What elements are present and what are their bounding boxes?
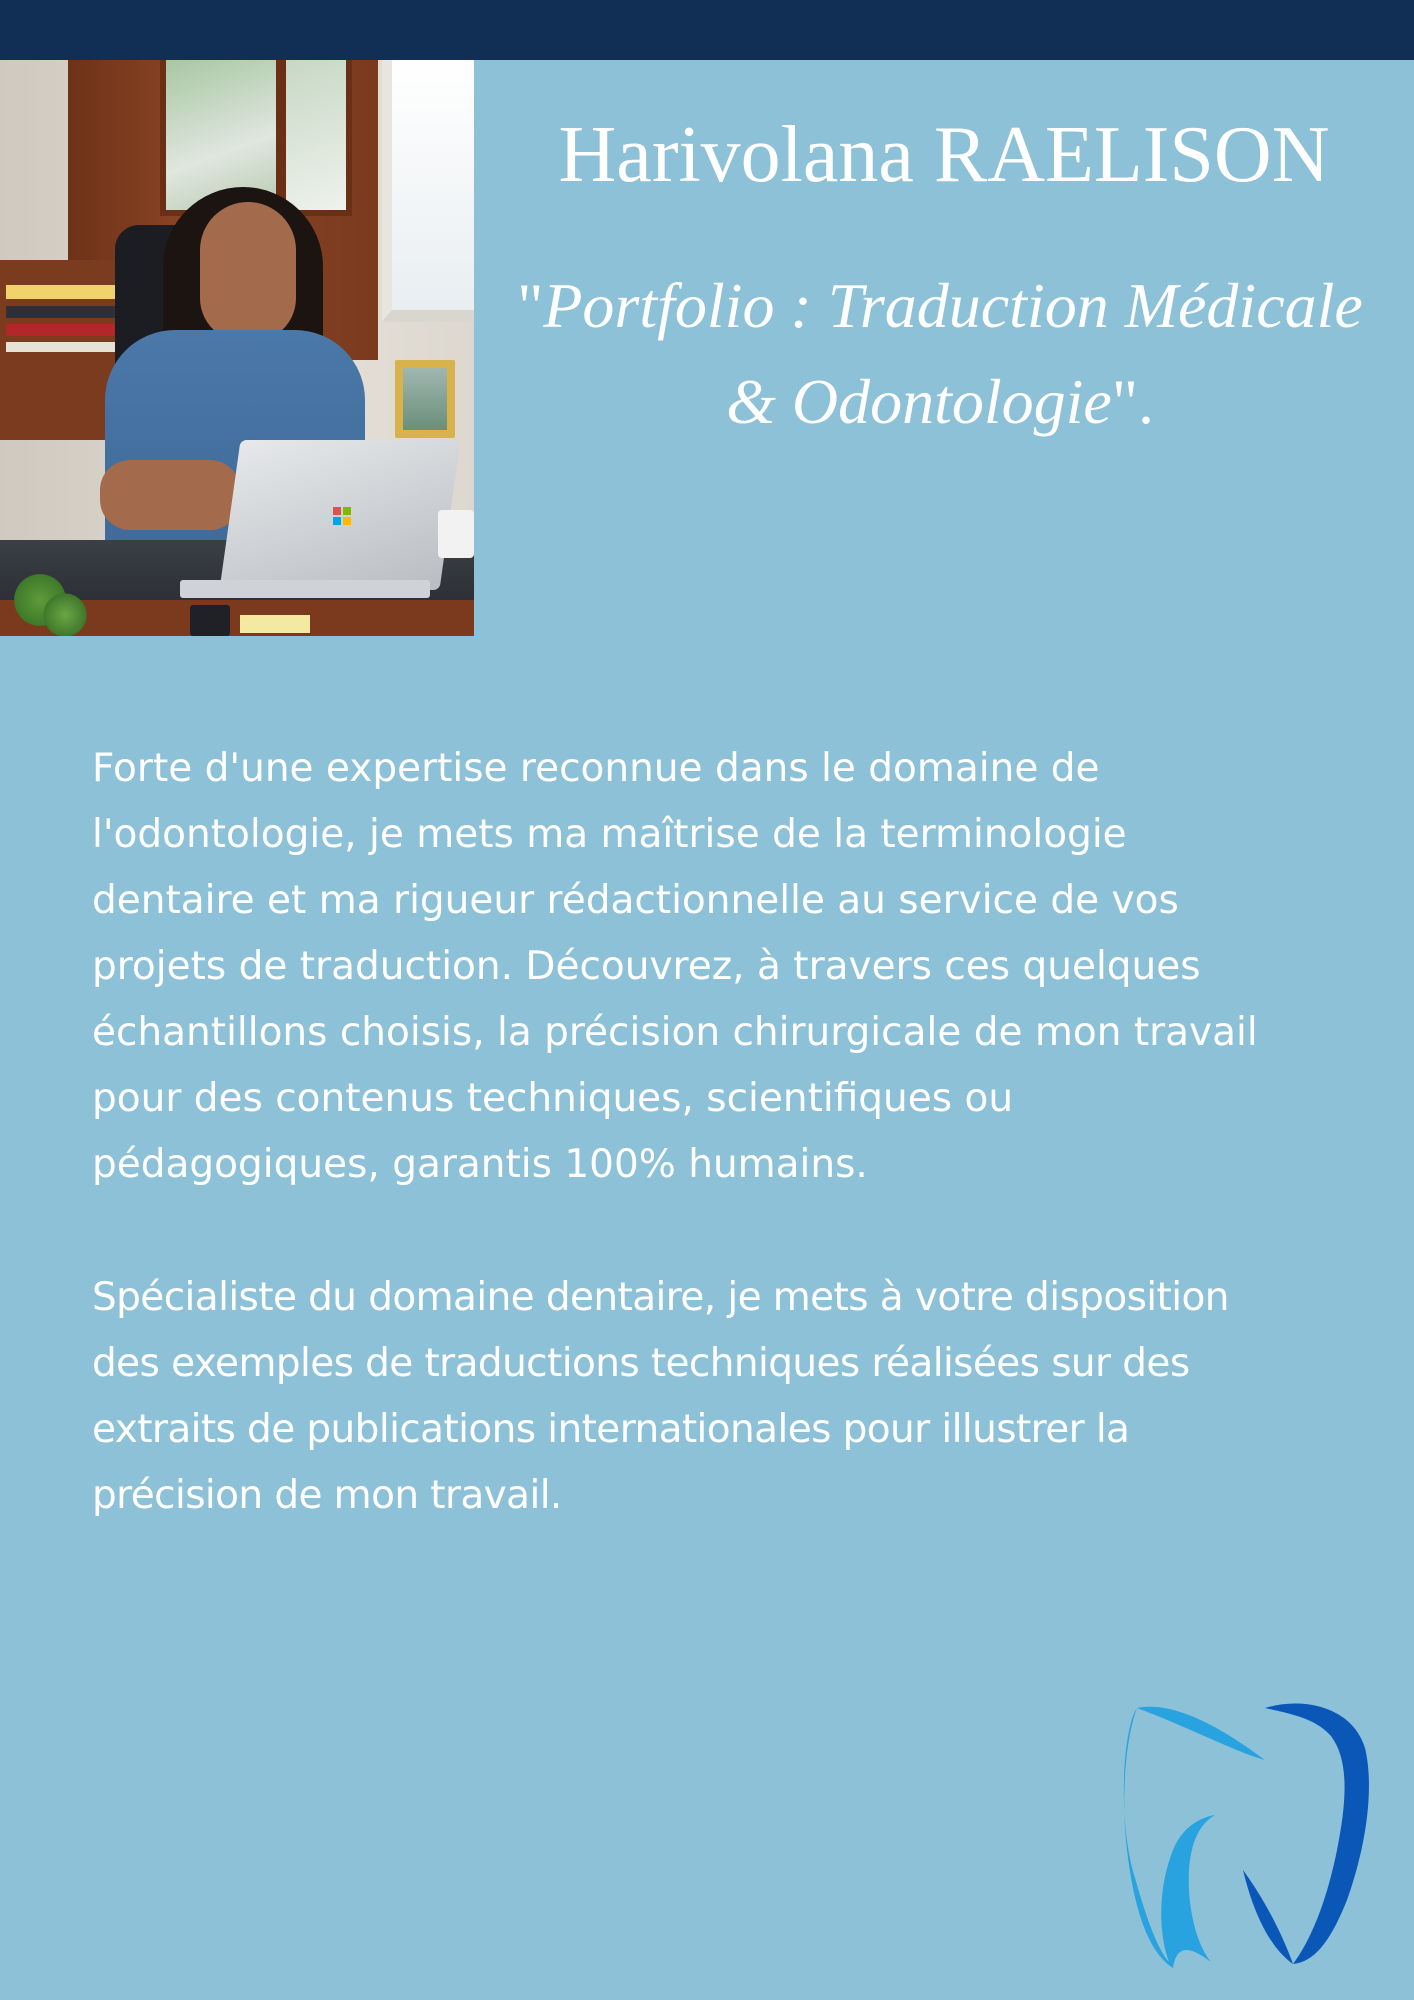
top-band — [0, 0, 1414, 60]
tooth-icon-right-stroke — [1243, 1704, 1369, 1964]
intro-paragraph-1: Forte d'une expertise reconnue dans le domaine de l'odontologie, je mets ma maîtrise de la terminologie dentaire et ma rigueur rédactionnelle au service de vos projets de traduction. Découvrez, à travers ces quelques échantillons choisis, la précision chirurgicale de mon travail pour des contenus techniques, scientifiques ou pédagogiques, garantis 100% humains. — [92, 746, 1258, 1187]
portfolio-tagline — [466, 258, 1414, 450]
tagline-close-quote: ". — [1111, 366, 1154, 437]
intro-paragraph-2: Spécialiste du domaine dentaire, je mets à votre disposition des exemples de traductions techniques réalisées sur des extraits de publications internationales pour illustrer la précision de mon travail. — [92, 1275, 1229, 1518]
tooth-icon-left-stroke — [1124, 1707, 1265, 1968]
tagline-open-quote: " — [517, 270, 544, 341]
portrait-photo — [0, 60, 474, 636]
tagline-line-2: & Odontologie — [726, 366, 1112, 437]
author-name: Harivolana RAELISON — [558, 111, 1330, 199]
tooth-icon — [1115, 1700, 1375, 1970]
tagline-line-1: Portfolio : Traduction Médicale — [543, 270, 1363, 341]
